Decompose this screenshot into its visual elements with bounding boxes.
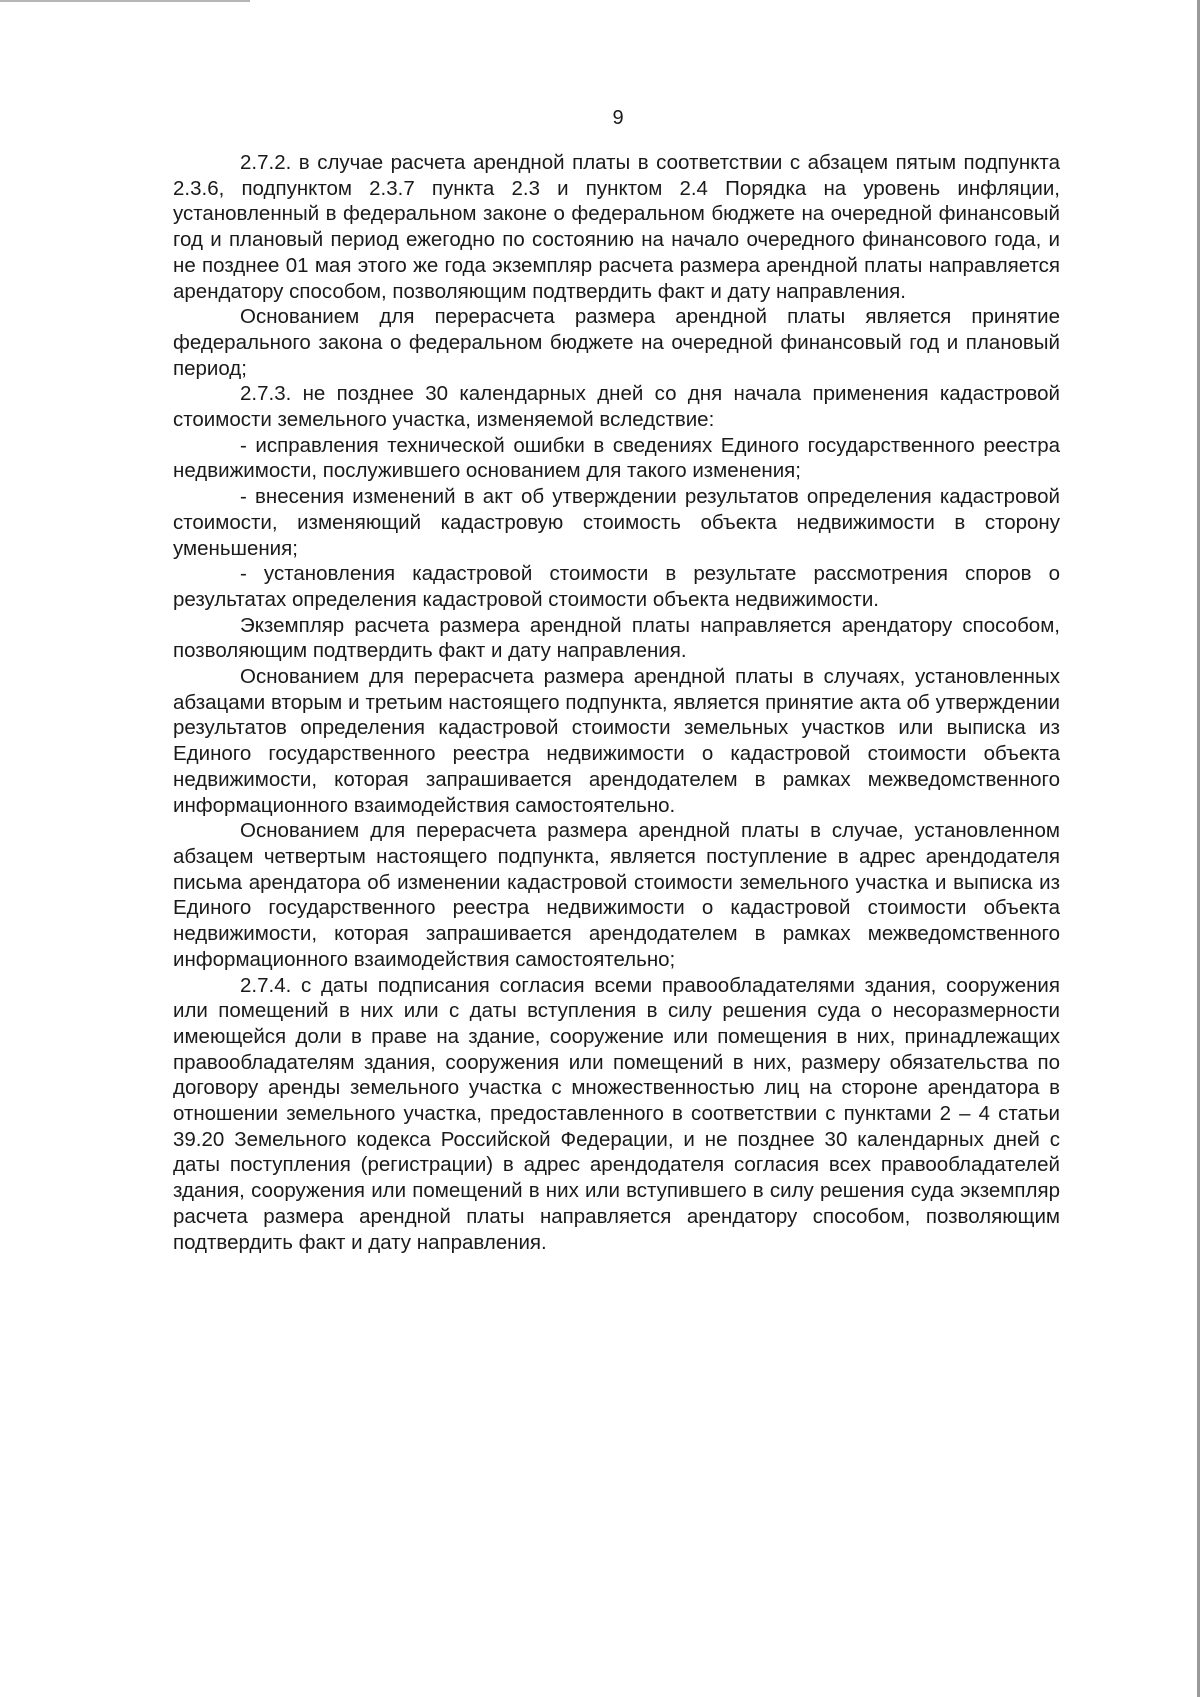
paragraph-2-7-4: 2.7.4. с даты подписания согласия всеми правообладателями здания, сооружения или помещений в них или с даты вступления в силу решения суда о несоразмерности имеющейся доли в праве на здание, сооружение или помещения в них, принадлежащих правообладателям здания, сооружения или помещений в них, размеру обязательства по договору аренды земельного участка с множественностью лиц на стороне арендатора в отношении земельного участка, предоставленного в соответствии с пунктами 2 – 4 статьи 39.20 Земельного кодекса Российской Федерации, и не позднее 30 календарных дней с даты поступления (регистрации) в адрес арендодателя согласия всех правообладателей здания, сооружения или помещений в них или вступившего в силу решения суда экземпляр расчета размера арендной платы направляется арендатору способом, позволяющим подтвердить факт и дату направления. xyxy=(173,973,1060,1254)
scan-edge-top xyxy=(0,0,250,2)
list-item-technical-error: - исправления технической ошибки в сведениях Единого государственного реестра недвижимости, послужившего основанием для такого изменения; xyxy=(173,433,1060,483)
paragraph-recalculation-basis-letter: Основанием для перерасчета размера арендной платы в случае, установленном абзацем четвертым настоящего подпункта, является поступление в адрес арендодателя письма арендатора об изменении кадастровой стоимости земельного участка и выписка из Единого государственного реестра недвижимости о кадастровой стоимости объекта недвижимости, которая запрашивается арендодателем в рамках межведомственного информационного взаимодействия самостоятельно; xyxy=(173,819,1060,971)
document-body xyxy=(173,150,1060,1255)
paragraph-recalculation-basis-act: Основанием для перерасчета размера арендной платы в случаях, установленных абзацами вторым и третьим настоящего подпункта, является принятие акта об утверждении результатов определения кадастровой стоимости земельных участков или выписка из Единого государственного реестра недвижимости о кадастровой стоимости объекта недвижимости, которая запрашивается арендодателем в рамках межведомственного информационного взаимодействия самостоятельно. xyxy=(173,665,1060,817)
paragraph-recalculation-basis-federal-law: Основанием для перерасчета размера арендной платы является принятие федерального закона о федеральном бюджете на очередной финансовый год и плановый период; xyxy=(173,305,1060,380)
list-item-act-amendments: - внесения изменений в акт об утверждении результатов определения кадастровой стоимости, изменяющий кадастровую стоимость объекта недвижимости в сторону уменьшения; xyxy=(173,485,1060,560)
list-item-dispute-resolution: - установления кадастровой стоимости в результате рассмотрения споров о результатах определения кадастровой стоимости объекта недвижимости. xyxy=(173,562,1060,611)
page-number: 9 xyxy=(612,107,624,129)
paragraph-calculation-sent: Экземпляр расчета размера арендной платы направляется арендатору способом, позволяющим подтвердить факт и дату направления. xyxy=(173,613,1060,663)
paragraph-2-7-3: 2.7.3. не позднее 30 календарных дней со дня начала применения кадастровой стоимости земельного участка, изменяемой вследствие: xyxy=(173,382,1060,432)
paragraph-2-7-2: 2.7.2. в случае расчета арендной платы в соответствии с абзацем пятым подпункта 2.3.6, подпунктом 2.3.7 пункта 2.3 и пунктом 2.4 Порядка на уровень инфляции, установленный в федеральном законе о федеральном бюджете на очередной финансовый год и плановый период ежегодно по состоянию на начало очередного финансового года, и не позднее 01 мая этого же года экземпляр расчета размера арендной платы направляется арендатору способом, позволяющим подтвердить факт и дату направления. xyxy=(173,151,1060,303)
